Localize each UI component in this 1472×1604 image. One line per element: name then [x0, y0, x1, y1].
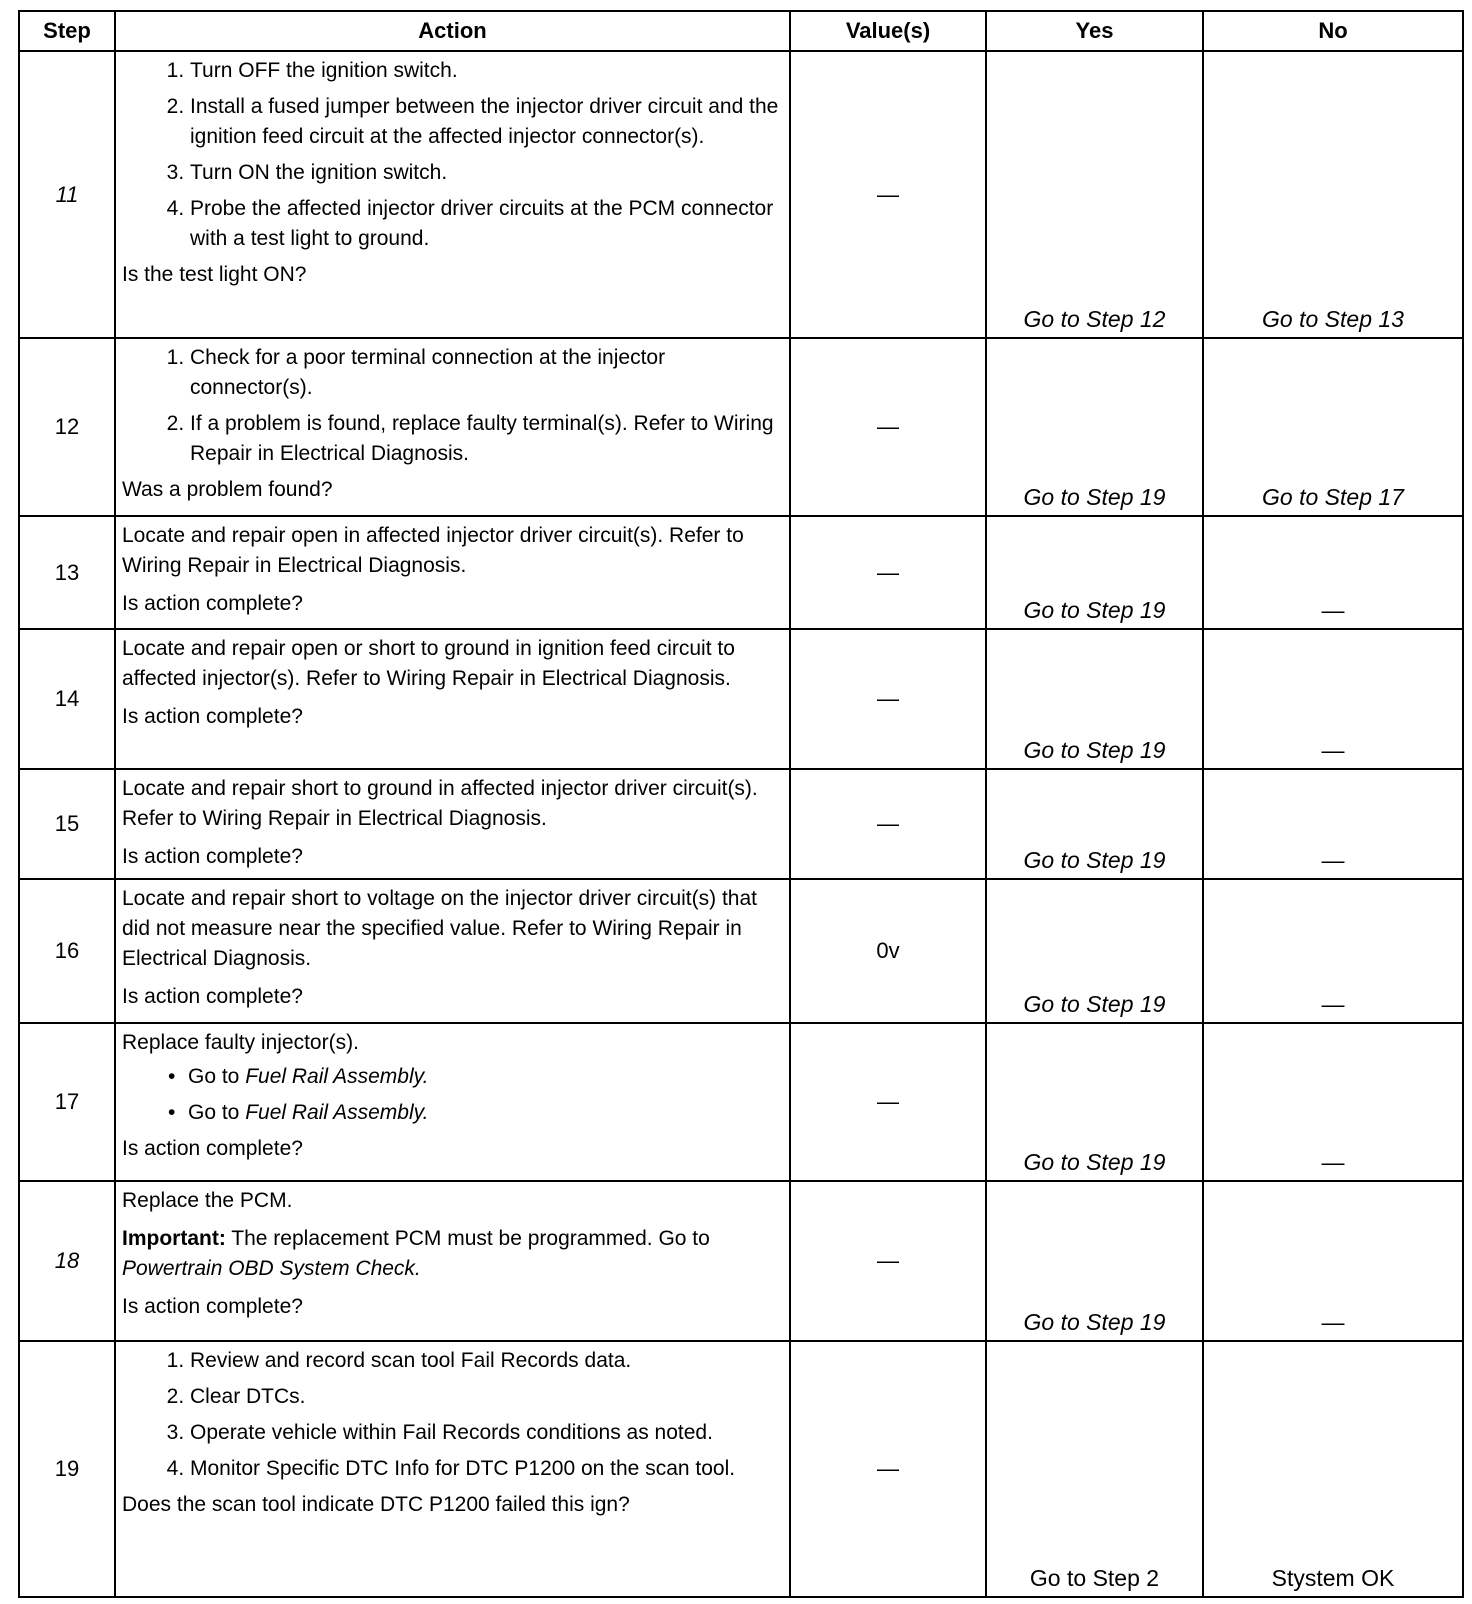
- action-item: 3. Operate vehicle within Fail Records conditions as noted.: [190, 1418, 783, 1448]
- action-question: Is action complete?: [122, 1136, 303, 1160]
- step-number: 19: [19, 1341, 115, 1597]
- action-item: 4. Probe the affected injector driver circuits at the PCM connector with a test light to ground.: [190, 194, 783, 254]
- action-question: Is the test light ON?: [122, 263, 307, 286]
- action-cell: [115, 516, 790, 629]
- yes-cell: Go to Step 19: [986, 516, 1203, 629]
- action-item: 2. If a problem is found, replace faulty terminal(s). Refer to Wiring Repair in Electrical Diagnosis.: [190, 409, 783, 469]
- yes-cell: Go to Step 19: [986, 879, 1203, 1023]
- table-row: [19, 879, 1463, 1023]
- no-cell: Stystem OK: [1203, 1341, 1463, 1597]
- no-cell: —: [1203, 769, 1463, 880]
- step-number: 15: [19, 769, 115, 880]
- action-cell: [115, 338, 790, 516]
- action-cell: [115, 1341, 790, 1597]
- value-cell: —: [790, 1341, 986, 1597]
- value-cell: —: [790, 516, 986, 629]
- action-item: 1. Check for a poor terminal connection at the injector connector(s).: [190, 343, 783, 403]
- bullet-list: [122, 1062, 783, 1128]
- header-action: Action: [115, 11, 790, 51]
- yes-cell: Go to Step 19: [986, 1023, 1203, 1181]
- value-cell: 0v: [790, 879, 986, 1023]
- table-row: [19, 516, 1463, 629]
- action-item: 2. Clear DTCs.: [190, 1382, 783, 1412]
- header-no: No: [1203, 11, 1463, 51]
- step-number: 13: [19, 516, 115, 629]
- step-number: 11: [19, 51, 115, 338]
- action-question: Is action complete?: [122, 1294, 303, 1318]
- important-note: [122, 1224, 783, 1284]
- action-text: Locate and repair open in affected injector driver circuit(s). Refer to Wiring Repair in Electrical Diagnosis.: [122, 524, 744, 578]
- action-list: [122, 343, 783, 469]
- no-cell: —: [1203, 629, 1463, 768]
- action-text: Replace the PCM.: [122, 1188, 293, 1212]
- value-cell: —: [790, 338, 986, 516]
- step-number: 18: [19, 1181, 115, 1341]
- action-cell: [115, 629, 790, 768]
- no-cell: —: [1203, 1023, 1463, 1181]
- value-cell: —: [790, 1181, 986, 1341]
- table-row: [19, 51, 1463, 338]
- action-list: [122, 1346, 783, 1484]
- action-text: Locate and repair short to voltage on the injector driver circuit(s) that did not measure near the specified value. Refer to Wiring Repair in Electrical Diagnosis.: [122, 887, 757, 971]
- fuel-rail-link[interactable]: Fuel Rail Assembly.: [245, 1064, 429, 1088]
- action-cell: [115, 51, 790, 338]
- table-row: [19, 1181, 1463, 1341]
- action-question: Is action complete?: [122, 705, 303, 729]
- step-number: 17: [19, 1023, 115, 1181]
- bullet-item: [188, 1062, 783, 1092]
- table-row: [19, 629, 1463, 768]
- bullet-item: [188, 1098, 783, 1128]
- table-row: [19, 769, 1463, 880]
- yes-cell: Go to Step 19: [986, 338, 1203, 516]
- yes-cell: Go to Step 2: [986, 1341, 1203, 1597]
- no-cell: Go to Step 13: [1203, 51, 1463, 338]
- step-number: 12: [19, 338, 115, 516]
- table-row: [19, 1341, 1463, 1597]
- action-item: 4. Monitor Specific DTC Info for DTC P1200 on the scan tool.: [190, 1454, 783, 1484]
- yes-cell: Go to Step 19: [986, 769, 1203, 880]
- value-cell: —: [790, 769, 986, 880]
- bullet-prefix: Go to: [188, 1064, 246, 1088]
- header-step: Step: [19, 11, 115, 51]
- action-question: Does the scan tool indicate DTC P1200 failed this ign?: [122, 1492, 630, 1516]
- step-number: 14: [19, 629, 115, 768]
- header-yes: Yes: [986, 11, 1203, 51]
- table-row: [19, 338, 1463, 516]
- bullet-prefix: Go to: [188, 1100, 246, 1124]
- action-question: Was a problem found?: [122, 478, 333, 502]
- fuel-rail-link[interactable]: Fuel Rail Assembly.: [245, 1100, 429, 1124]
- action-question: Is action complete?: [122, 844, 303, 868]
- important-text: The replacement PCM must be programmed. Go to: [225, 1226, 710, 1250]
- header-values: Value(s): [790, 11, 986, 51]
- obd-check-link[interactable]: Powertrain OBD System Check.: [122, 1256, 421, 1280]
- no-cell: —: [1203, 516, 1463, 629]
- no-cell: Go to Step 17: [1203, 338, 1463, 516]
- action-text: Locate and repair short to ground in affected injector driver circuit(s). Refer to Wiring Repair in Electrical Diagnosis.: [122, 776, 758, 830]
- header-row: [19, 11, 1463, 51]
- action-question: Is action complete?: [122, 985, 303, 1009]
- action-cell: [115, 769, 790, 880]
- no-cell: —: [1203, 879, 1463, 1023]
- diagnostic-table: [18, 10, 1464, 1598]
- table-row: [19, 1023, 1463, 1181]
- value-cell: —: [790, 1023, 986, 1181]
- action-item: 1. Turn OFF the ignition switch.: [190, 56, 783, 86]
- action-item: 3. Turn ON the ignition switch.: [190, 158, 783, 188]
- action-item: 1. Review and record scan tool Fail Records data.: [190, 1346, 783, 1376]
- no-cell: —: [1203, 1181, 1463, 1341]
- action-text: Locate and repair open or short to ground in ignition feed circuit to affected injector(s). Refer to Wiring Repair in Electrical Diagnosis.: [122, 637, 735, 691]
- yes-cell: Go to Step 19: [986, 1181, 1203, 1341]
- action-list: [122, 56, 783, 254]
- action-cell: [115, 1023, 790, 1181]
- action-question: Is action complete?: [122, 592, 303, 616]
- yes-cell: Go to Step 19: [986, 629, 1203, 768]
- action-cell: [115, 1181, 790, 1341]
- action-cell: [115, 879, 790, 1023]
- action-text: Replace faulty injector(s).: [122, 1030, 359, 1054]
- value-cell: —: [790, 51, 986, 338]
- action-item: 2. Install a fused jumper between the injector driver circuit and the ignition feed circuit at the affected injector connector(s).: [190, 92, 783, 152]
- important-label: Important:: [122, 1226, 226, 1250]
- value-cell: —: [790, 629, 986, 768]
- step-number: 16: [19, 879, 115, 1023]
- yes-cell: Go to Step 12: [986, 51, 1203, 338]
